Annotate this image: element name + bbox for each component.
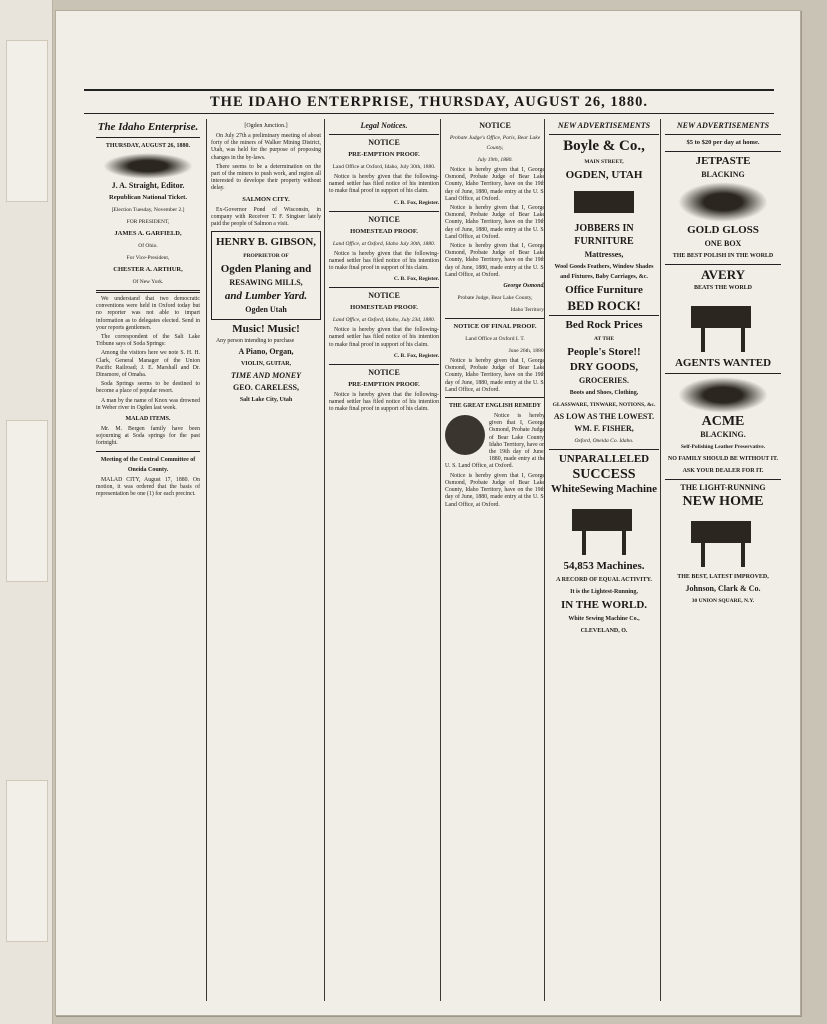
notice-signature: C. B. Fox, Register. <box>393 199 439 206</box>
ad-line: AGENTS WANTED <box>674 357 772 369</box>
ad-line: GLASSWARE, TINWARE, NOTIONS, &c. <box>552 402 656 408</box>
ad-line: Ogden Planing and <box>220 263 312 276</box>
vp-name: CHESTER A. ARTHUR, <box>113 266 183 273</box>
divider <box>665 264 781 265</box>
ad-line: TIME AND MONEY <box>231 371 301 381</box>
article-paragraph: Ex-Governor Pond of Wisconsin, in company with Receiver T. F. Singiser lately paid the people of Salmon a visit. <box>211 206 321 228</box>
source-line: [Ogden Junction.] <box>244 123 288 129</box>
ad-line: Wool Goods Feathers, Window Shades and Fixtures, Baby Carriages, &c. <box>554 264 654 280</box>
section-heading: SALMON CITY. <box>242 195 290 203</box>
column-advertisements-right <box>660 119 781 1001</box>
ad-line: MAIN STREET, <box>584 159 624 165</box>
notice-label: NOTICE <box>479 121 511 130</box>
ad-line: Ogden Utah <box>245 305 287 315</box>
ad-line: NO FAMILY SHOULD BE WITHOUT IT. <box>667 456 779 462</box>
ad-line: PROPRIETOR OF <box>243 253 289 260</box>
column-news <box>206 119 321 1001</box>
notice-signature: C. B. Fox, Register. <box>393 352 439 359</box>
divider <box>665 373 781 374</box>
column-advertisements <box>544 119 659 1001</box>
portrait-illustration-icon <box>445 415 485 455</box>
ad-line: White Sewing Machine Co., <box>568 616 640 622</box>
notice-title: PRE-EMPTION PROOF. <box>348 151 420 158</box>
divider <box>329 211 439 212</box>
ad-line: IN THE WORLD. <box>560 599 648 611</box>
notice-body: Notice is hereby given that the following-named settler has filed notice of his intention to make final proof in support of his claim. <box>329 250 439 272</box>
ad-line: AT THE <box>593 336 615 342</box>
president-name: JAMES A. GARFIELD, <box>114 230 182 237</box>
notice-body: Notice is hereby given that I, George Osmond, Probate Judge of Bear Lake County, Idaho Territory, have on the 19th day of June, 1880, made entry at the U. S. Land Office, at Oxford. <box>445 167 545 202</box>
ad-line: THE BEST, LATEST IMPROVED, <box>677 574 769 580</box>
section-heading: MALAD ITEMS. <box>125 416 171 423</box>
divider <box>549 449 659 450</box>
notice-office: Probate Judge's Office, Paris, Bear Lake County, <box>449 135 541 151</box>
ad-line: BLACKING. <box>700 430 746 439</box>
column-probate <box>440 119 545 1001</box>
notice-signature: George Osmond, <box>503 283 545 290</box>
ad-line: ONE BOX <box>704 239 742 248</box>
ad-line: Oxford, Oneida Co. Idaho. <box>574 438 634 444</box>
ad-paragraph: Notice is hereby given that I, George Osmond, Probate Judge of Bear Lake County, Idaho Territory, have on the 19th day of June, 1880, made entry at the U. S. Land Office, at Oxford. <box>445 472 545 508</box>
ad-line: RESAWING MILLS, <box>229 278 303 288</box>
notice-body: Notice is hereby given that I, George Osmond, Probate Judge of Bear Lake County, Idaho Territory, have on the 19th day of June, 1880, made entry at the U. S. Land Office, at Oxford. <box>445 243 545 278</box>
ad-line: Boots and Shoes, Clothing, <box>569 390 639 396</box>
divider <box>445 397 545 398</box>
column-editorial <box>96 119 200 1001</box>
nameplate: The Idaho Enterprise. <box>97 121 199 133</box>
notice-date: July 19th, 1880. <box>477 157 513 163</box>
notice-office: Land Office at Oxford, Idaho, July 30th, 1880. <box>332 164 436 170</box>
editor-line: J. A. Straight, Editor. <box>111 181 185 190</box>
president-state: Of Ohio. <box>138 243 158 249</box>
notice-title: NOTICE OF FINAL PROOF. <box>453 323 537 331</box>
article-paragraph: Among the visitors here we note S. H. H. Clark, General Manager of the Union Pacific Railroad; J. E. Marshall and Dr. Dinsmore, of Omaha. <box>96 350 200 379</box>
ad-line: Mattresses, <box>584 250 624 259</box>
notice-label: NOTICE <box>368 367 400 377</box>
notice-body: Notice is hereby given that I, George Osmond, Probate Judge of Bear Lake County, Idaho Territory, have on the 19th day of June, 1880, made entry at the U. S. Land Office, at Oxford. <box>445 358 545 393</box>
blacking-box-illustration-icon <box>678 182 768 222</box>
notice-office: Land Office, at Oxford, Idaho, July 23d, 1880. <box>332 317 436 324</box>
ad-line: GROCERIES. <box>578 376 629 385</box>
divider <box>96 290 200 293</box>
ad-line: AS LOW AS THE LOWEST. <box>553 412 655 421</box>
divider <box>96 137 200 138</box>
article-paragraph: Soda Springs seems to be destined to become a place of popular resort. <box>96 381 200 395</box>
notice-signature: C. B. Fox, Register. <box>393 276 439 283</box>
notice-title: HOMESTEAD PROOF. <box>350 304 418 312</box>
ad-line: A RECORD OF EQUAL ACTIVITY. <box>556 577 652 583</box>
election-line: [Election Tuesday, November 2.] <box>111 207 185 213</box>
notice-body: Notice is hereby given that the following-named settler has filed notice of his intention to make final proof in support of his claim. <box>329 174 439 195</box>
eagle-emblem-icon <box>103 153 193 179</box>
ad-title: AVERY <box>700 267 746 282</box>
adjacent-page-strip <box>6 420 48 582</box>
sewing-machine-illustration-icon <box>562 499 646 557</box>
ad-line: OGDEN, UTAH <box>565 169 643 181</box>
article-paragraph: A man by the name of Knox was drowned in Weber river in Ogden last week. <box>96 397 200 411</box>
ad-title: THE GREAT ENGLISH REMEDY <box>449 403 541 410</box>
ad-line: THE LIGHT-RUNNING <box>680 483 766 492</box>
divider <box>549 134 659 135</box>
ad-paragraph: Any person intending to purchase <box>216 338 295 345</box>
ad-line: and Lumber Yard. <box>224 290 308 303</box>
notice-label: NOTICE <box>368 291 400 301</box>
notice-signature-role: Probate Judge, Bear Lake County, <box>457 295 533 302</box>
divider <box>445 318 545 319</box>
notice-office: Land Office at Oxford I. T. <box>465 336 525 343</box>
ad-line: Salt Lake City, Utah <box>239 397 293 404</box>
ad-line: DRY GOODS, <box>569 361 639 373</box>
ad-line: 30 UNION SQUARE, N.Y. <box>691 598 755 604</box>
dateline: THURSDAY, AUGUST 26, 1880. <box>105 143 191 149</box>
notice-title: PRE-EMPTION PROOF. <box>348 380 420 388</box>
ad-line: CLEVELAND, O. <box>580 628 628 634</box>
article-paragraph: On July 27th a preliminary meeting of about forty of the miners of Walker Mining District, Utah, was held for the purpose of proposing changes in the by-laws. <box>211 133 321 161</box>
ad-paragraph: Notice is hereby given that I, George Osmond, Probate Judge of Bear Lake County, Idaho Territory, have on the 19th day of June, 1880, made entry at the U. S. Land Office, at Oxford. <box>445 413 545 470</box>
president-label: FOR PRESIDENT, <box>126 219 170 225</box>
newspaper-page <box>55 10 801 1016</box>
ad-line: SUCCESS <box>572 467 636 482</box>
divider <box>665 151 781 152</box>
divider <box>96 451 200 452</box>
ad-line: Office Furniture <box>565 284 643 296</box>
gibson-advertisement <box>211 231 321 320</box>
sewing-machine-illustration-icon <box>681 511 765 569</box>
ad-title: ACME <box>701 414 745 429</box>
ad-line: BEATS THE WORLD <box>693 285 753 291</box>
vp-label: For Vice-President, <box>126 255 170 261</box>
article-paragraph: There seems to be a determination on the part of the miners to push work, and region all interested to develope their property without delay. <box>211 163 321 192</box>
ad-title: UNPARALLELED <box>558 453 650 465</box>
section-heading: Meeting of the Central Committee of Oneida County. <box>100 456 196 473</box>
ad-line: ASK YOUR DEALER FOR IT. <box>682 468 764 474</box>
notice-signature-role: Idaho Territory. <box>510 307 545 314</box>
ad-line: 54,853 Machines. <box>563 560 645 572</box>
adjacent-page-strip <box>6 40 48 202</box>
notice-label: NOTICE <box>368 138 400 147</box>
ad-line: BED ROCK! <box>567 298 641 313</box>
blacking-tins-illustration-icon <box>678 377 768 413</box>
article-paragraph: MALAD CITY, August 17, 1880. On motion, it was ordered that the basis of representation be one (1) for each precinct. <box>96 476 200 498</box>
column-legal-notices <box>324 119 439 1001</box>
ad-line: JOBBERS IN FURNITURE <box>574 223 634 247</box>
ad-line: THE BEST POLISH IN THE WORLD <box>672 253 774 259</box>
divider <box>549 315 659 316</box>
ad-line: It is the Lightest-Running, <box>570 589 638 595</box>
ad-title: JETPASTE <box>695 155 751 167</box>
article-paragraph: We understand that two democratic conventions were held in Oxford today but no reporter was not able to impart information as to delegates elected. Send in your reports gentlemen. <box>96 296 200 331</box>
divider <box>329 287 439 288</box>
notice-body: Notice is hereby given that I, George Osmond, Probate Judge of Bear Lake County, Idaho Territory, have on the 19th day of June, 1880, made entry at the U. S. Land Office, at Oxford. <box>445 205 545 240</box>
sofa-illustration-icon <box>569 185 639 219</box>
ad-line: BLACKING <box>701 170 745 179</box>
article-paragraph: Mr. M. Bergen family have been sojourning at Soda springs for the past fortnight. <box>96 426 200 447</box>
adjacent-page-edge <box>0 0 53 1024</box>
notice-office: Land Office, at Oxford, Idaho July 30th, 1880. <box>332 240 436 247</box>
article-paragraph: The correspondent of the Salt Lake Tribune says of Soda Springs: <box>96 334 200 348</box>
notice-title: HOMESTEAD PROOF. <box>350 227 418 235</box>
divider <box>665 134 781 135</box>
ad-title: HENRY B. GIBSON, <box>215 236 317 249</box>
ad-line: A Piano, Organ, <box>238 347 294 357</box>
divider <box>329 134 439 135</box>
ad-line: Johnson, Clark & Co. <box>685 584 761 593</box>
ad-line: WM. F. FISHER, <box>574 424 634 433</box>
ad-title: NEW HOME <box>682 494 764 509</box>
notice-date: June 26th, 1880. <box>508 348 545 355</box>
ad-title: Music! Music! <box>232 323 300 336</box>
plow-illustration-icon <box>681 296 765 354</box>
ad-line: People's Store!! <box>567 346 641 358</box>
masthead: THE IDAHO ENTERPRISE, THURSDAY, AUGUST 26, 1880. <box>84 89 774 114</box>
ad-line: Self-Polishing Leather Preservative. <box>680 444 766 450</box>
section-heading: NEW ADVERTISEMENTS <box>557 121 651 130</box>
section-heading: Legal Notices. <box>360 121 408 130</box>
divider <box>329 364 439 365</box>
notice-label: NOTICE <box>368 214 400 224</box>
vp-state: Of New York. <box>132 279 164 285</box>
adjacent-page-strip <box>6 780 48 942</box>
ad-line: VIOLIN, GUITAR, <box>240 361 292 368</box>
ad-title: Bed Rock Prices <box>565 319 643 331</box>
notice-body: Notice is hereby given that the following-named settler has filed notice of his intention to make final proof in support of his claim. <box>329 391 439 413</box>
ad-line: GOLD GLOSS <box>687 224 759 236</box>
ticket-heading: Republican National Ticket. <box>109 194 187 201</box>
divider <box>665 479 781 480</box>
ad-line: GEO. CARELESS, <box>232 383 300 393</box>
ad-line: $5 to $20 per day at home. <box>686 139 760 146</box>
ad-line: WhiteSewing Machine <box>550 483 658 495</box>
notice-body: Notice is hereby given that the following-named settler has filed notice of his intention to make final proof in support of his claim. <box>329 327 439 348</box>
section-heading: NEW ADVERTISEMENTS <box>676 121 770 130</box>
ad-title: Boyle & Co., <box>563 138 645 154</box>
